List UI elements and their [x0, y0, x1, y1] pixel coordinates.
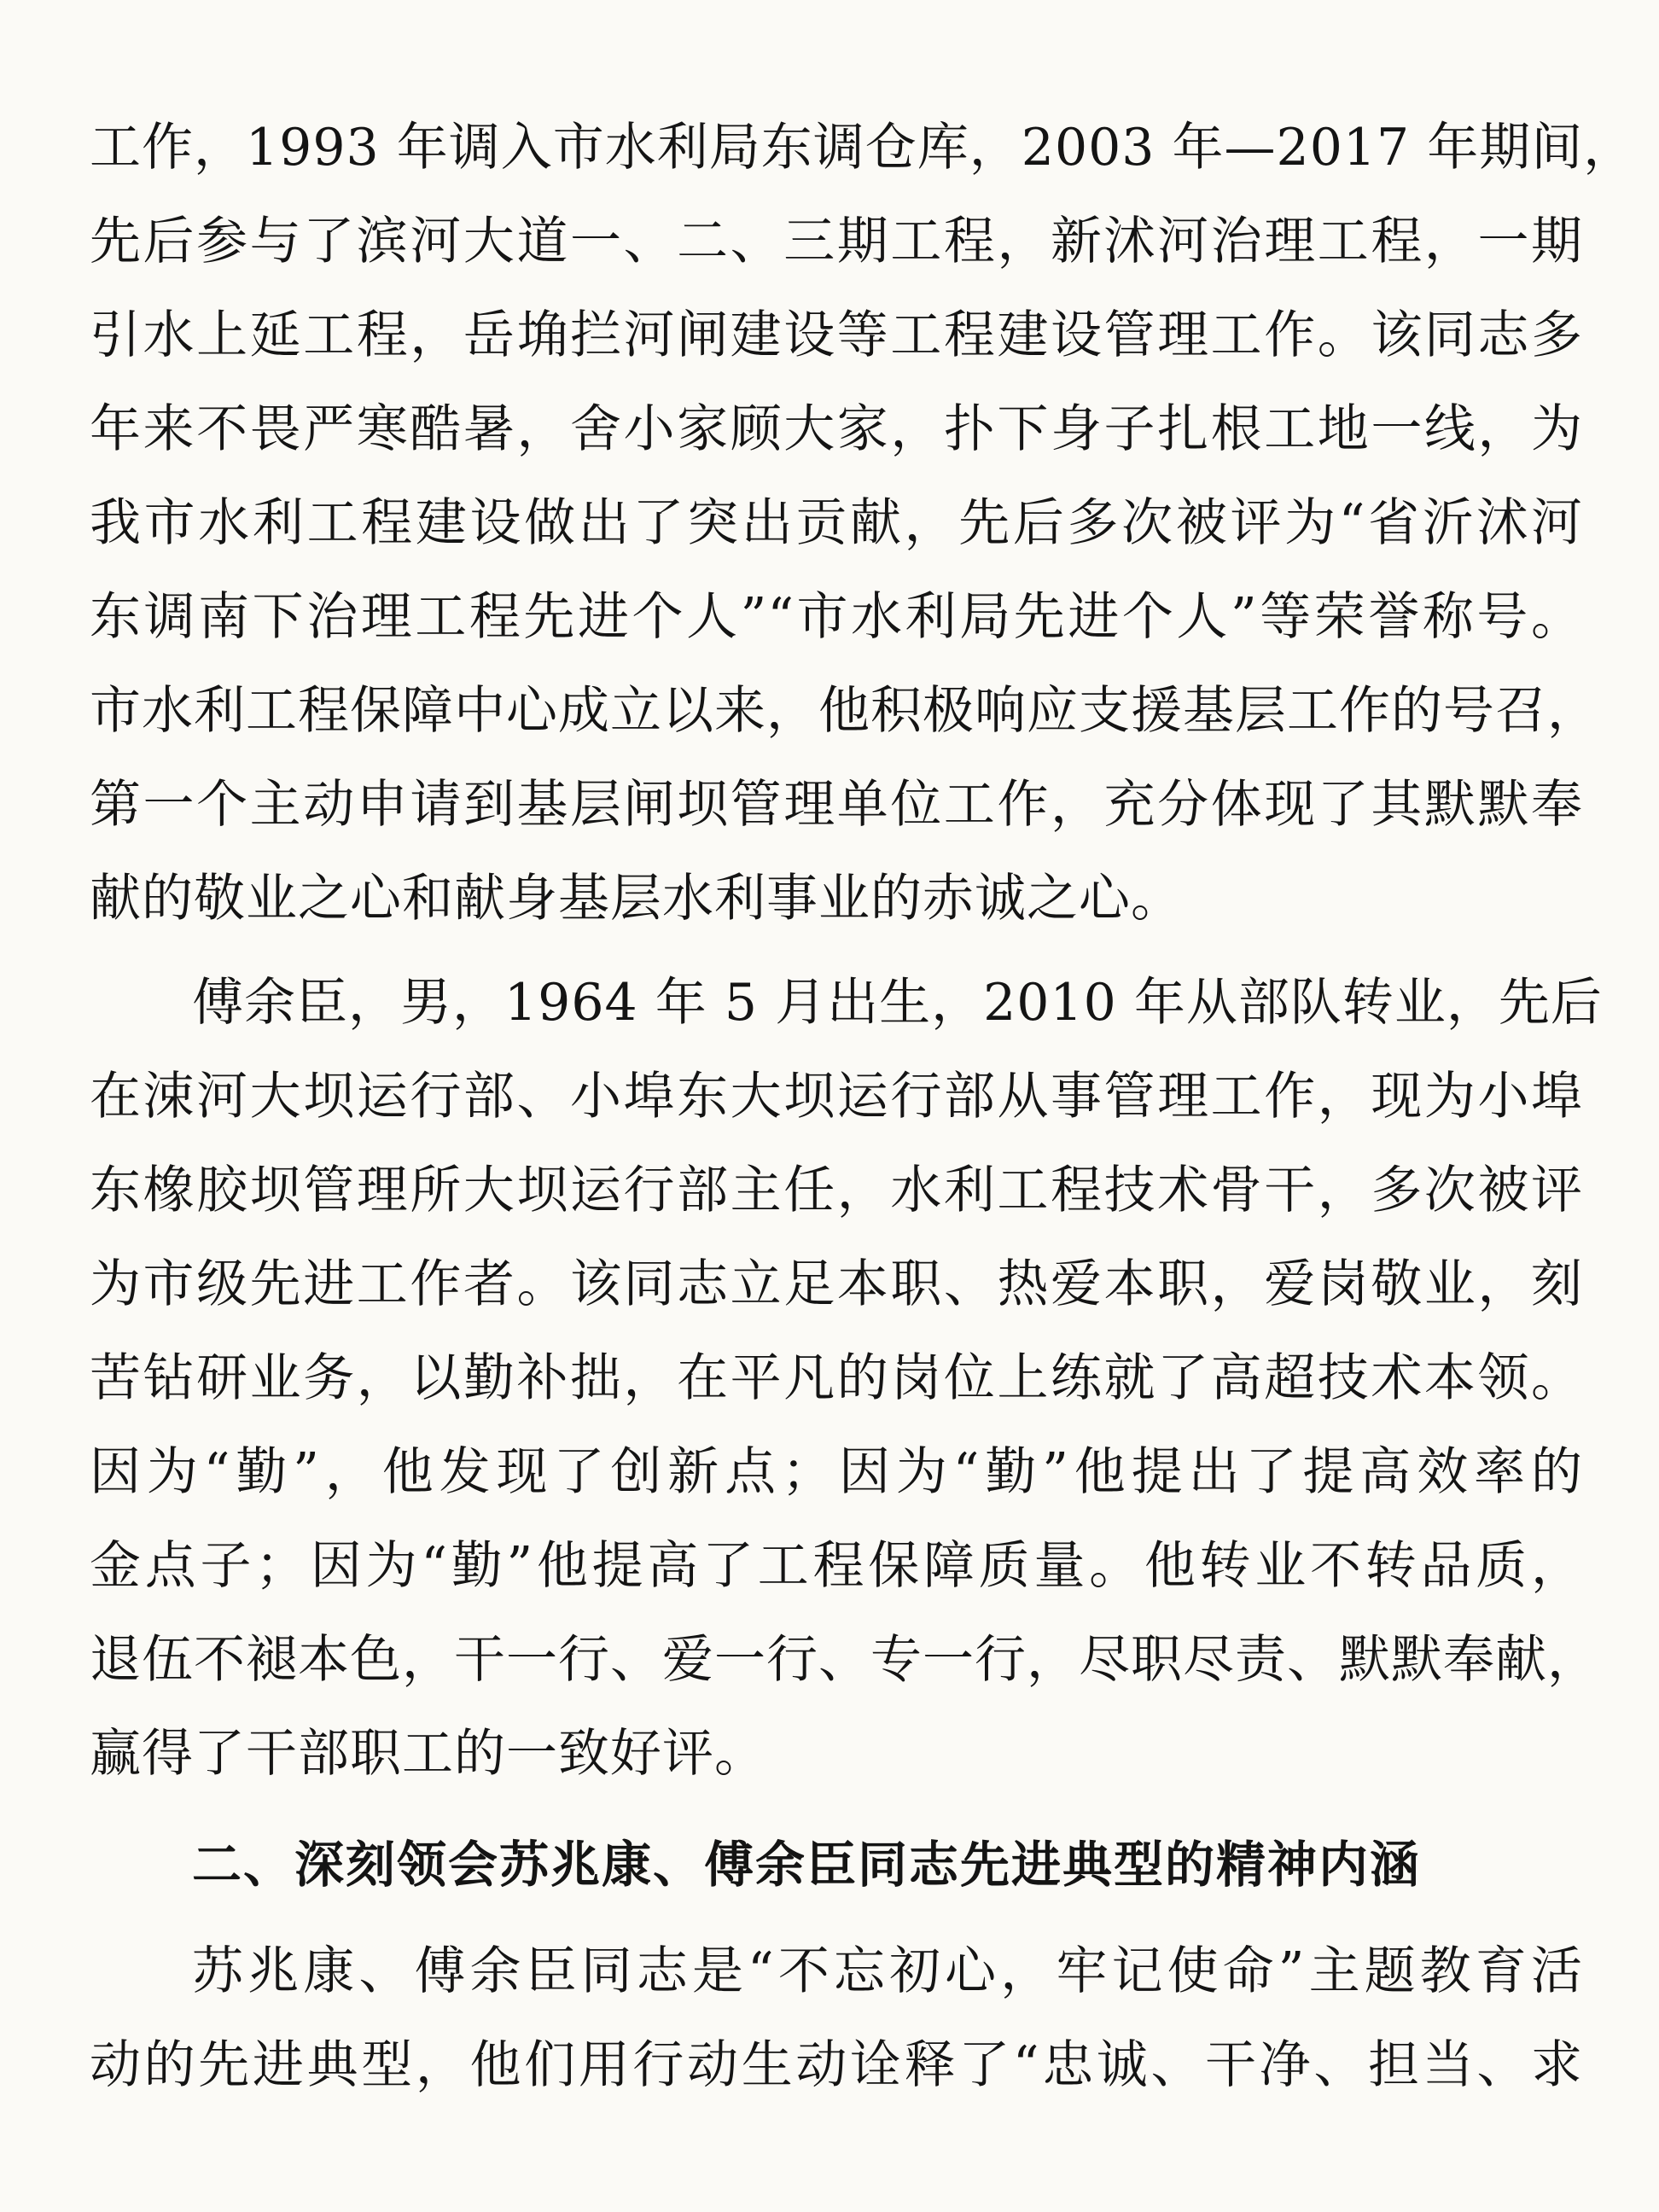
paragraph-1-line-6: 东调南下治理工程先进个人”“市水利局先进个人”等荣誉称号。: [90, 587, 1583, 647]
paragraph-3-line-1: 苏兆康、傅余臣同志是“不忘初心，牢记使命”主题教育活: [192, 1941, 1583, 2001]
paragraph-2-line-4: 为市级先进工作者。该同志立足本职、热爱本职，爱岗敬业，刻: [90, 1254, 1583, 1314]
paragraph-1-line-7: 市水利工程保障中心成立以来，他积极响应支援基层工作的号召，: [90, 681, 1599, 741]
paragraph-1-line-4: 年来不畏严寒酷暑，舍小家顾大家，扑下身子扎根工地一线，为: [90, 399, 1583, 459]
paragraph-2-line-7: 金点子；因为“勤”他提高了工程保障质量。他转业不转品质，: [90, 1536, 1583, 1596]
paragraph-2-line-8: 退伍不褪本色，干一行、爱一行、专一行，尽职尽责、默默奉献，: [90, 1630, 1599, 1690]
paragraph-1-line-5: 我市水利工程建设做出了突出贡献，先后多次被评为“省沂沭河: [90, 493, 1583, 553]
paragraph-1-line-9: 献的敬业之心和献身基层水利事业的赤诚之心。: [90, 869, 1183, 928]
paragraph-2-line-3: 东橡胶坝管理所大坝运行部主任，水利工程技术骨干，多次被评: [90, 1161, 1583, 1220]
paragraph-2-line-5: 苦钻研业务，以勤补拙，在平凡的岗位上练就了高超技术本领。: [90, 1348, 1583, 1408]
paragraph-2-line-6: 因为“勤”，他发现了创新点；因为“勤”他提出了提高效率的: [90, 1442, 1583, 1502]
paragraph-3-line-2: 动的先进典型，他们用行动生动诠释了“忠诚、干净、担当、求: [90, 2035, 1583, 2095]
paragraph-1-line-3: 引水上延工程，岳埆拦河闸建设等工程建设管理工作。该同志多: [90, 306, 1583, 365]
section-heading: 二、深刻领会苏兆康、傅余臣同志先进典型的精神内涵: [192, 1836, 1422, 1894]
paragraph-1-line-2: 先后参与了滨河大道一、二、三期工程，新沭河治理工程，一期: [90, 212, 1583, 271]
paragraph-2-line-2: 在涑河大坝运行部、小埠东大坝运行部从事管理工作，现为小埠: [90, 1067, 1583, 1126]
paragraph-1-line-8: 第一个主动申请到基层闸坝管理单位工作，充分体现了其默默奉: [90, 775, 1583, 835]
paragraph-2-line-1: 傅余臣，男，1964 年 5 月出生，2010 年从部队转业，先后: [192, 973, 1603, 1033]
paragraph-2-line-9: 赢得了干部职工的一致好评。: [90, 1724, 766, 1784]
paragraph-1-line-1: 工作，1993 年调入市水利局东调仓库，2003 年—2017 年期间，: [90, 118, 1636, 178]
